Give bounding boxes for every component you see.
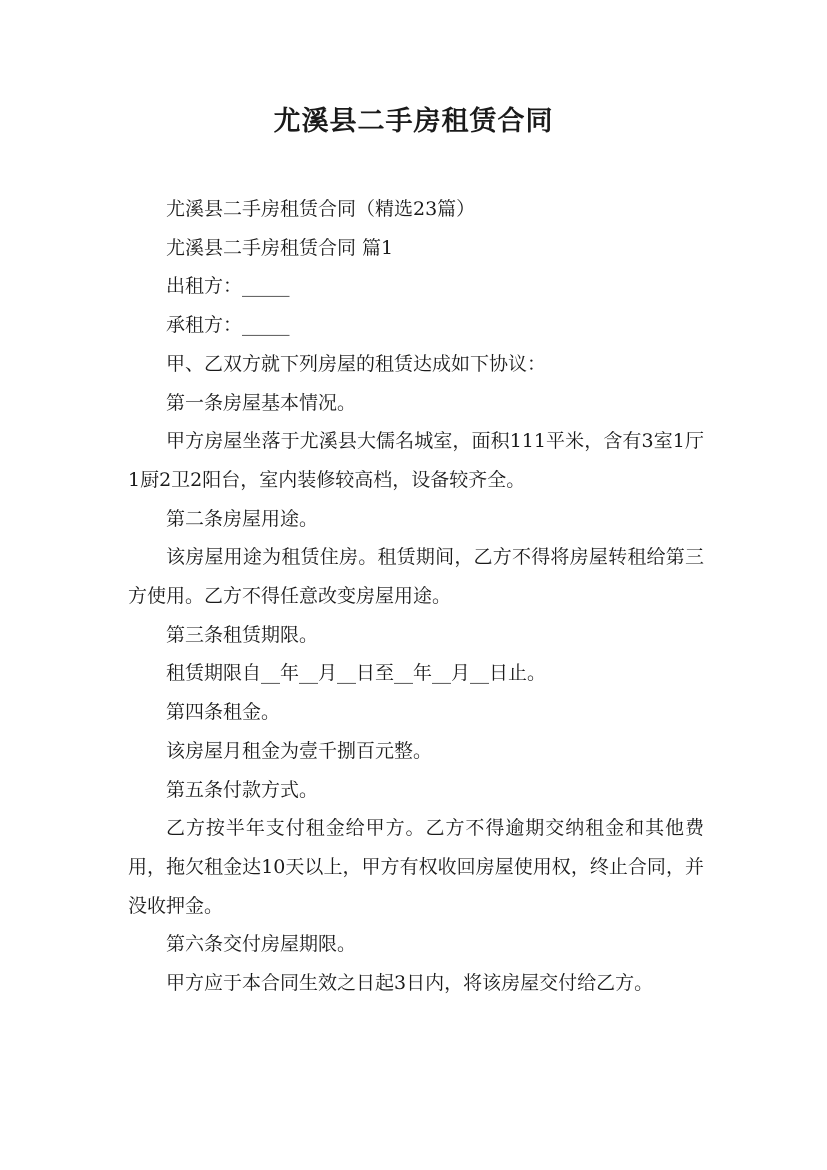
clause-5-text: 乙方按半年支付租金给甲方。乙方不得逾期交纳租金和其他费用，拖欠租金达10天以上，甲方有权收回房屋使用权，终止合同，并没收押金。 bbox=[128, 817, 704, 917]
clause-4-heading: 第四条租金。 bbox=[166, 701, 281, 724]
lessee-field: 承租方：_____ bbox=[166, 314, 290, 337]
subtitle-paragraph: 尤溪县二手房租赁合同（精选23篇） bbox=[166, 198, 476, 220]
clause-5-heading: 第五条付款方式。 bbox=[166, 778, 319, 801]
clause-2-text: 该房屋用途为租赁住房。租赁期间，乙方不得将房屋转租给第三方使用。乙方不得任意改变房屋用途。 bbox=[128, 546, 704, 608]
agreement-intro: 甲、乙双方就下列房屋的租赁达成如下协议： bbox=[166, 352, 547, 375]
lessor-field: 出租方：_____ bbox=[166, 275, 290, 298]
clause-3-heading: 第三条租赁期限。 bbox=[166, 623, 319, 646]
document-body bbox=[128, 190, 704, 1003]
section-heading: 尤溪县二手房租赁合同 篇1 bbox=[166, 236, 394, 259]
clause-6-heading: 第六条交付房屋期限。 bbox=[166, 933, 357, 956]
clause-1-text: 甲方房屋坐落于尤溪县大儒名城室，面积111平米，含有3室1厅1厨2卫2阳台，室内装修较高档，设备较齐全。 bbox=[128, 430, 704, 491]
document-title: 尤溪县二手房租赁合同 bbox=[273, 106, 554, 137]
clause-2-heading: 第二条房屋用途。 bbox=[166, 507, 319, 530]
clause-6-text: 甲方应于本合同生效之日起3日内，将该房屋交付给乙方。 bbox=[166, 972, 654, 995]
clause-3-text: 租赁期限自__年__月__日至__年__月__日止。 bbox=[166, 662, 547, 685]
clause-4-text: 该房屋月租金为壹千捌百元整。 bbox=[166, 739, 433, 762]
clause-1-heading: 第一条房屋基本情况。 bbox=[166, 391, 357, 414]
